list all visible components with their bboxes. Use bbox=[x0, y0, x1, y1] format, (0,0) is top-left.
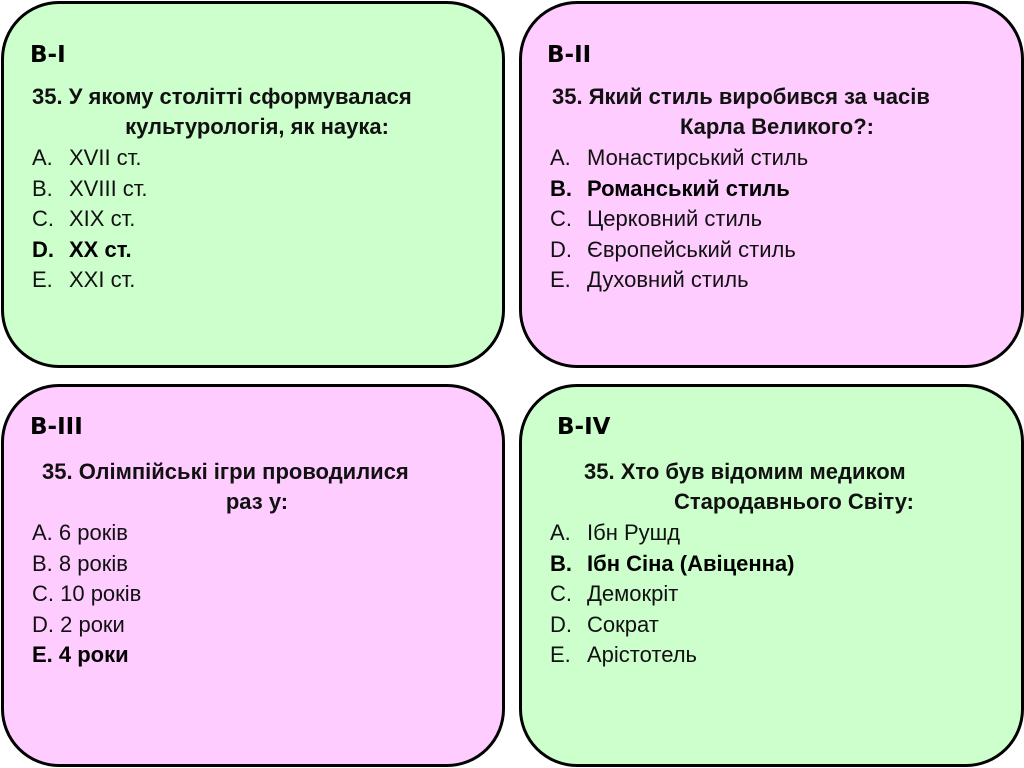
answer-option-d[interactable]: D. Сократ bbox=[550, 611, 659, 637]
variant-label: В-ІІ bbox=[547, 42, 592, 68]
question-line-2: культурологія, як наука: bbox=[125, 114, 389, 139]
question-line-1: 35. Олімпійські ігри проводилися bbox=[42, 459, 409, 484]
answer-option-a[interactable]: A. 6 років bbox=[32, 520, 128, 545]
answer-option-e-correct[interactable]: E. 4 роки bbox=[32, 642, 129, 667]
question-line-2: Карла Великого?: bbox=[679, 114, 874, 139]
answer-option-c[interactable]: C. Церковний стиль bbox=[550, 206, 763, 231]
question-text bbox=[42, 457, 472, 517]
answer-option-e[interactable]: E. Арістотель bbox=[550, 642, 698, 667]
answer-option-c[interactable]: C. XIX ст. bbox=[32, 206, 136, 231]
answer-options bbox=[32, 143, 148, 296]
variant-label: В-ІV bbox=[557, 414, 611, 440]
answer-option-a[interactable]: A. XVII ст. bbox=[32, 145, 142, 170]
answer-option-d[interactable]: D. 2 роки bbox=[32, 611, 125, 637]
answer-option-b-correct[interactable]: B. Ібн Сіна (Авіценна) bbox=[550, 550, 795, 576]
answer-option-c[interactable]: C. 10 років bbox=[32, 581, 142, 606]
question-line-1: 35. Який стиль виробився за часів bbox=[552, 84, 930, 109]
answer-option-e[interactable]: E. XXI ст. bbox=[32, 267, 136, 292]
answer-option-a[interactable]: A. Ібн Рушд bbox=[550, 520, 681, 545]
question-line-1: 35. Хто був відомим медиком bbox=[584, 459, 906, 484]
question-text bbox=[32, 82, 482, 142]
answer-option-d[interactable]: D. Європейський стиль bbox=[550, 236, 796, 262]
quiz-card-variant-2 bbox=[519, 1, 1024, 368]
answer-options bbox=[32, 518, 141, 671]
question-line-2: Стародавнього Світу: bbox=[673, 489, 914, 514]
answer-option-d-correct[interactable]: D. XX ст. bbox=[32, 236, 132, 262]
answer-option-b[interactable]: B. 8 років bbox=[32, 550, 128, 576]
answer-option-a[interactable]: A. Монастирський стиль bbox=[550, 145, 809, 170]
answer-options bbox=[550, 143, 808, 296]
quiz-card-variant-4 bbox=[519, 384, 1024, 767]
question-line-2: раз у: bbox=[225, 489, 289, 514]
variant-label: В-ІІІ bbox=[30, 414, 83, 440]
answer-option-b[interactable]: B. XVIII ст. bbox=[32, 175, 148, 201]
answer-option-b-correct[interactable]: B. Романський стиль bbox=[550, 175, 790, 201]
question-text bbox=[584, 457, 1004, 517]
answer-option-e[interactable]: E. Духовний стиль bbox=[550, 267, 749, 292]
quiz-card-variant-1 bbox=[1, 1, 505, 368]
question-line-1: 35. У якому столітті сформувалася bbox=[32, 84, 412, 109]
quiz-card-variant-3 bbox=[1, 384, 505, 767]
variant-label: В-І bbox=[30, 42, 66, 68]
question-text bbox=[552, 82, 1002, 142]
answer-options bbox=[550, 518, 795, 671]
answer-option-c[interactable]: C. Демокріт bbox=[550, 581, 679, 606]
